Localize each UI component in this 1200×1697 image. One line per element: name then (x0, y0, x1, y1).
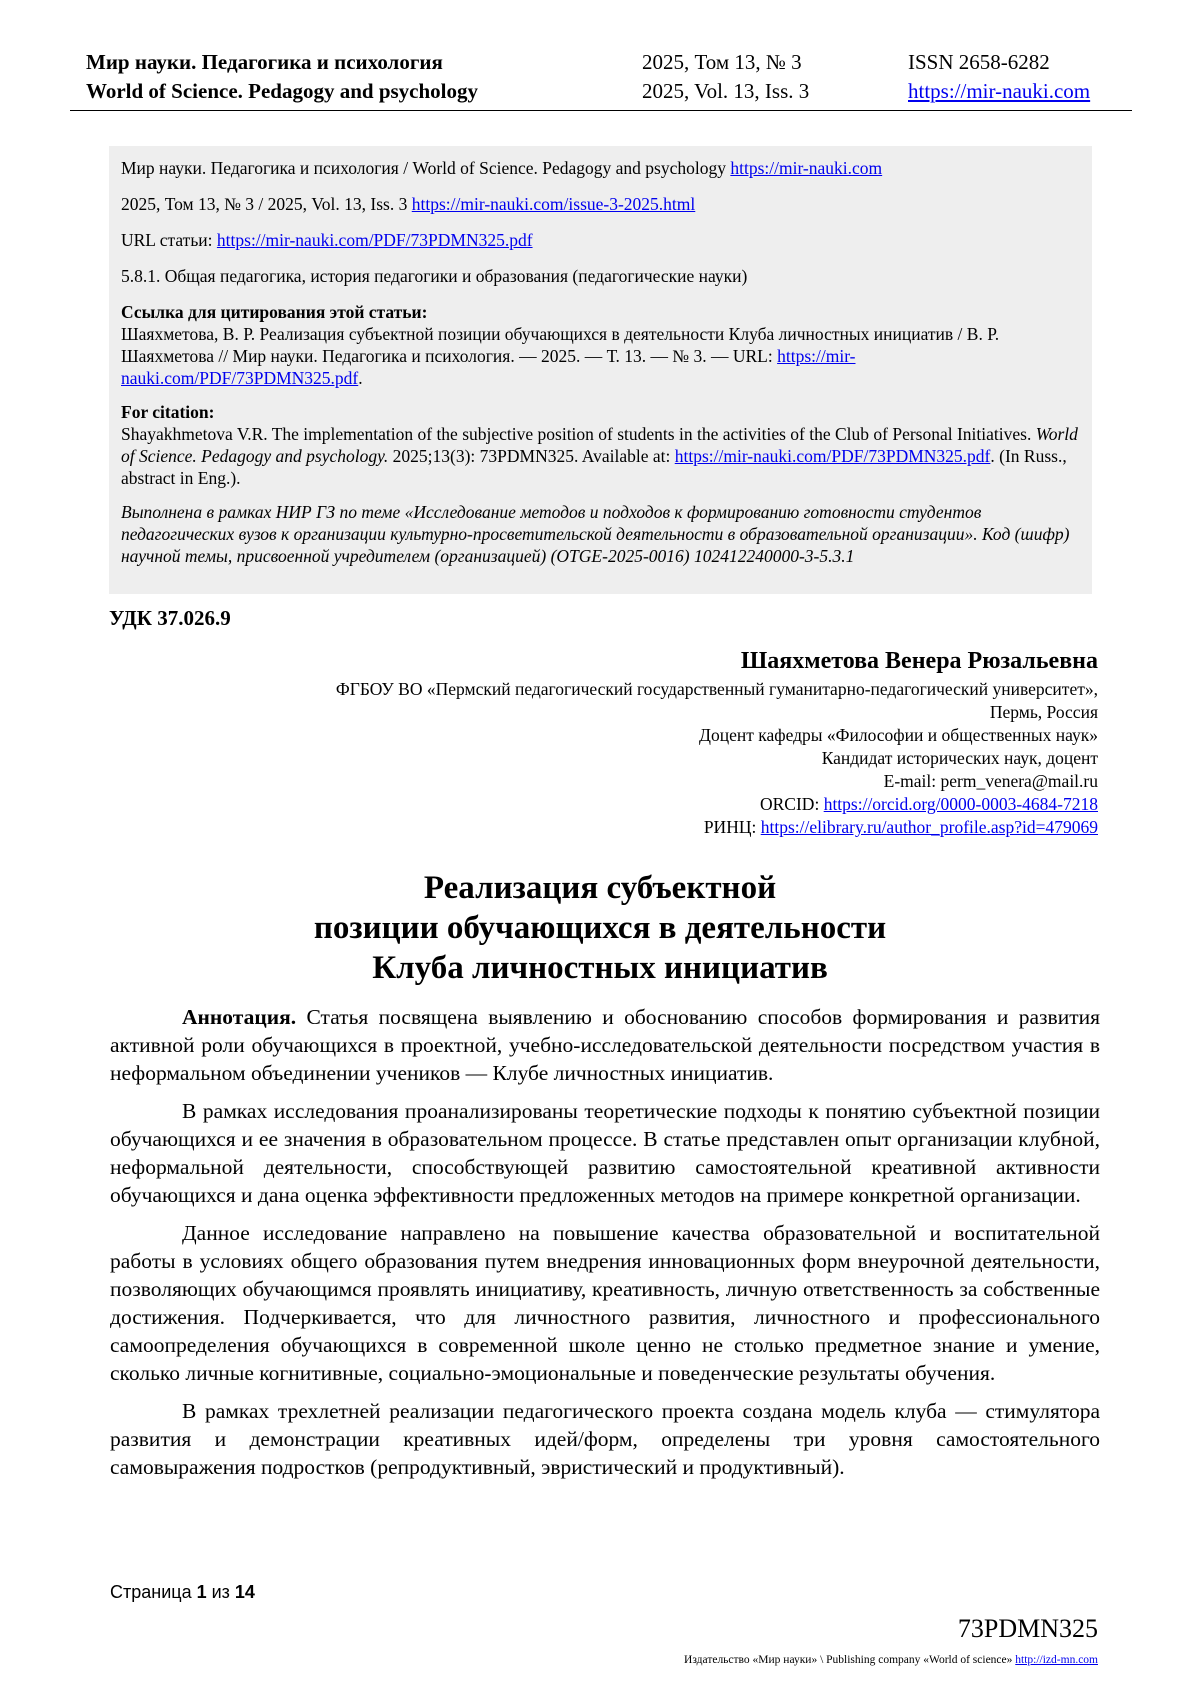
citation-ru (121, 301, 1081, 389)
journal-site-link[interactable]: https://mir-nauki.com (908, 79, 1091, 103)
article-title (100, 868, 1100, 988)
citation-ru-link[interactable]: https://mir-nauki.com/PDF/73PDMN325.pdf (121, 346, 856, 388)
info-url-line: URL статьи: https://mir-nauki.com/PDF/73PDMN325.pdf (121, 230, 533, 250)
author-affiliation: ФГБОУ ВО «Пермский педагогический государственный гуманитарно-педагогический университет», (335, 679, 1098, 699)
journal-title-en: World of Science. Pedagogy and psychology (86, 79, 479, 103)
article-code: 73PDMN325 (957, 1614, 1098, 1643)
citation-en (121, 401, 1081, 489)
abstract-paragraph-2: В рамках исследования проанализированы теоретические подходы к понятию субъектной позиции обучающихся и ее значения в образовательном процессе. В статье представлен опыт организации клубной, неформальной деятельности, способствующей развитию самостоятельной креативной активности обучающихся и дана оценка эффективности предложенных методов на примере конкретной организации. (110, 1099, 1100, 1207)
title-line-1: Реализация субъектной (423, 870, 777, 906)
info-article-url-link[interactable]: https://mir-nauki.com/PDF/73PDMN325.pdf (216, 230, 533, 250)
issue-ru: 2025, Том 13, № 3 (642, 50, 802, 74)
author-city: Пермь, Россия (989, 702, 1098, 722)
author-degree: Кандидат исторических наук, доцент (821, 748, 1098, 768)
journal-title (86, 48, 606, 106)
citation-en-text: Shayakhmetova V.R. The implementation of the subjective position of students in the activities of the Club of Personal Initiatives. World of Science. Pedagogy and psychology. 2025;13(3): 73PDMN325. Available at: https://mir-nauki.com/PDF/73PDMN325.pdf. (In Russ., abstract in Eng.). (121, 424, 1078, 488)
title-line-3: Клуба личностных инициатив (372, 950, 828, 986)
citation-en-link[interactable]: https://mir-nauki.com/PDF/73PDMN325.pdf (674, 446, 991, 466)
publisher-link[interactable]: http://izd-mn.com (1015, 1654, 1098, 1666)
issn-block (908, 48, 1128, 106)
rinc-link[interactable]: https://elibrary.ru/author_profile.asp?id=479069 (760, 817, 1098, 837)
title-line-2: позиции обучающихся в деятельности (313, 910, 887, 946)
issn: ISSN 2658-6282 (908, 50, 1050, 74)
info-journal-line: Мир науки. Педагогика и психология / World of Science. Pedagogy and psychology https://mir-nauki.com (121, 158, 883, 178)
issue-en: 2025, Vol. 13, Iss. 3 (642, 79, 810, 103)
author-orcid: ORCID: https://orcid.org/0000-0003-4684-7218 (760, 794, 1098, 814)
abstract-paragraph-3: Данное исследование направлено на повышение качества образовательной и воспитательной работы в условиях общего образования путем внедрения инновационных форм внеурочной деятельности, позволяющих обучающимся проявлять инициативу, креативность, личную ответственность за собственные достижения. Подчеркивается, что для личностного развития, личностного и профессионального самоопределения обучающихся в современной школе ценно не столько предметное знание и умение, сколько личные когнитивные, социально-эмоциональные и поведенческие результаты обучения. (110, 1221, 1100, 1385)
header-divider (70, 110, 1132, 111)
citation-ru-label: Ссылка для цитирования этой статьи: (121, 302, 428, 322)
author-name: Шаяхметова Венера Рюзальевна (740, 648, 1098, 674)
abstract (110, 1003, 1100, 1491)
funding-note: Выполнена в рамках НИР ГЗ по теме «Исследование методов и подходов к формированию готовности студентов педагогических вузов к организации культурно-просветительской деятельности в образовательной организации». Код (шифр) научной темы, присвоенной учредителем (организацией) (OTGE-2025-0016) 102412240000-3-5.3.1 (121, 502, 1070, 566)
info-journal-link[interactable]: https://mir-nauki.com (730, 158, 883, 178)
orcid-link[interactable]: https://orcid.org/0000-0003-4684-7218 (823, 794, 1098, 814)
issue-info (642, 48, 872, 106)
udk-code: УДК 37.026.9 (109, 606, 231, 630)
publisher-line: Издательство «Мир науки» \ Publishing company «World of science» http://izd-mn.com (684, 1654, 1098, 1666)
citation-en-label: For citation: (121, 402, 215, 422)
page-number: Страница 1 из 14 (110, 1582, 255, 1602)
author-email: E-mail: perm_venera@mail.ru (883, 771, 1098, 791)
abstract-paragraph-4: В рамках трехлетней реализации педагогического проекта создана модель клуба — стимулятора развития и демонстрации креативных идей/форм, определены три уровня самостоятельного самовыражения подростков (репродуктивный, эвристический и продуктивный). (110, 1399, 1100, 1479)
author-position: Доцент кафедры «Философии и общественных наук» (699, 725, 1098, 745)
abstract-paragraph-1: Аннотация. Статья посвящена выявлению и обоснованию способов формирования и развития активной роли обучающихся в проектной, учебно-исследовательской деятельности посредством участия в неформальном объединении учеников — Клубе личностных инициатив. (110, 1005, 1100, 1085)
journal-title-ru: Мир науки. Педагогика и психология (86, 50, 443, 74)
info-issue-line: 2025, Том 13, № 3 / 2025, Vol. 13, Iss. 3 https://mir-nauki.com/issue-3-2025.html (121, 194, 696, 214)
article-info-box (109, 146, 1092, 594)
author-block (98, 646, 1098, 839)
citation-ru-text: Шаяхметова, В. Р. Реализация субъектной позиции обучающихся в деятельности Клуба личностных инициатив / В. Р. Шаяхметова // Мир науки. Педагогика и психология. — 2025. — Т. 13. — № 3. — URL: https://mir-nauki.com/PDF/73PDMN325.pdf. (121, 324, 1000, 388)
info-issue-link[interactable]: https://mir-nauki.com/issue-3-2025.html (411, 194, 696, 214)
author-rinc: РИНЦ: https://elibrary.ru/author_profile.asp?id=479069 (703, 817, 1098, 837)
info-specialty-line: 5.8.1. Общая педагогика, история педагогики и образования (педагогические науки) (121, 266, 748, 286)
abstract-label: Аннотация. (182, 1005, 297, 1029)
